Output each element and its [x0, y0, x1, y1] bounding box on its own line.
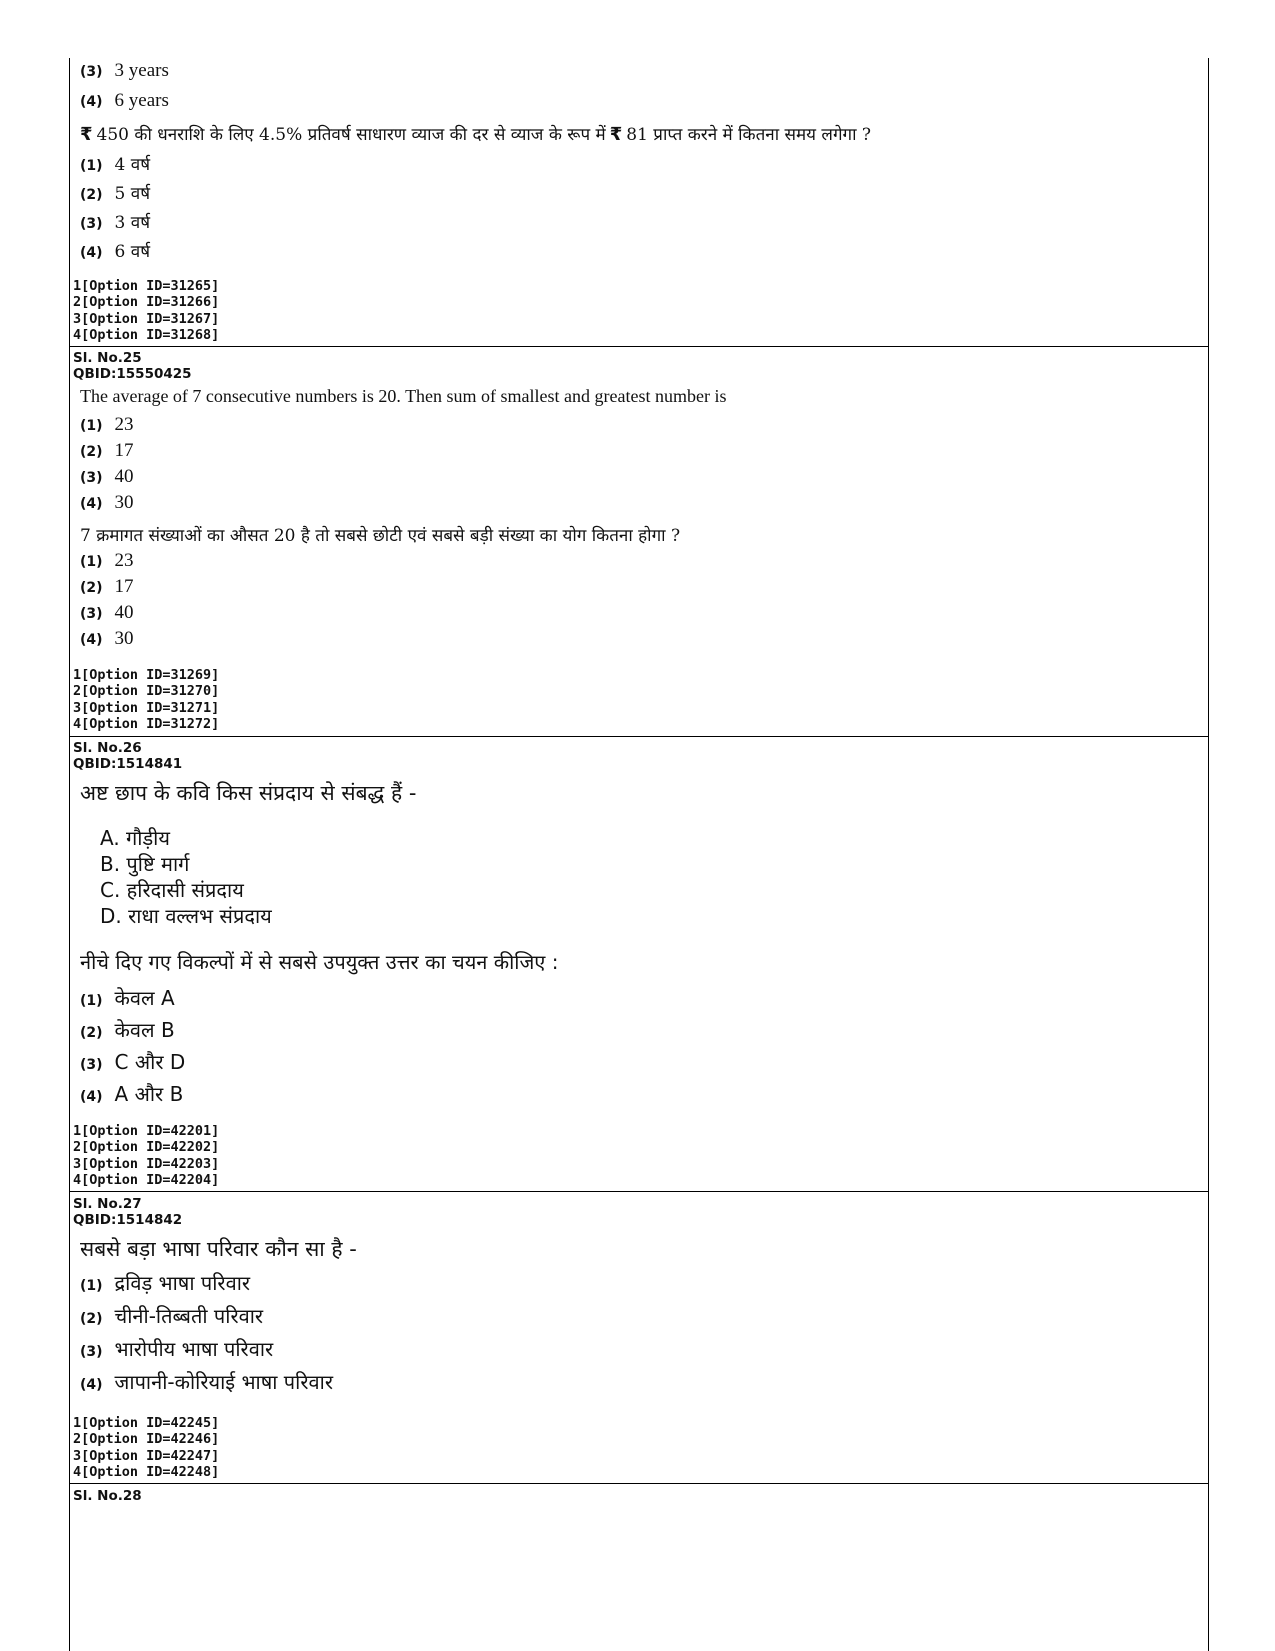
option-text: 23	[114, 550, 134, 571]
option-number: (1)	[80, 993, 103, 1009]
option-row	[80, 239, 150, 262]
option-row	[80, 440, 134, 462]
option-row	[80, 90, 169, 112]
qbid: QBID:1514841	[73, 756, 183, 772]
option-id: 4[Option ID=31272]	[73, 715, 220, 732]
option-number: (3)	[80, 216, 103, 232]
option-number: (2)	[80, 1311, 103, 1327]
option-text: 30	[114, 492, 134, 513]
serial-number: Sl. No.27	[73, 1196, 142, 1212]
option-text: 3 years	[114, 60, 169, 81]
option-id: 1[Option ID=31265]	[73, 278, 220, 294]
option-text: 30	[114, 628, 134, 649]
rupee-symbol: ₹	[609, 124, 623, 145]
option-text: केवल A	[114, 986, 175, 1010]
option-number: (1)	[80, 554, 103, 570]
option-id: 4[Option ID=42204]	[73, 1171, 220, 1188]
question-divider	[70, 736, 1208, 737]
statement-item: B. पुष्टि मार्ग	[100, 852, 190, 876]
option-row	[80, 1302, 263, 1329]
option-id: 2[Option ID=31266]	[73, 294, 220, 311]
option-row	[80, 466, 134, 488]
option-row	[80, 414, 134, 436]
option-number: (4)	[80, 632, 103, 648]
option-number: (3)	[80, 470, 103, 486]
rupee-symbol: ₹	[80, 124, 93, 145]
option-id-list	[73, 1415, 219, 1480]
question-text-english: The average of 7 consecutive numbers is 20. Then sum of smallest and greatest number is	[80, 386, 727, 406]
qbid: QBID:1514842	[73, 1212, 183, 1228]
option-id: 2[Option ID=42246]	[73, 1431, 220, 1448]
option-text: जापानी-कोरियाई भाषा परिवार	[114, 1370, 333, 1394]
option-text: C और D	[114, 1050, 186, 1074]
option-id: 2[Option ID=42202]	[73, 1139, 220, 1156]
option-row	[80, 602, 134, 624]
question-divider	[70, 346, 1208, 347]
instruction-text: नीचे दिए गए विकल्पों में से सबसे उपयुक्त उत्तर का चयन कीजिए :	[80, 950, 559, 974]
option-id: 2[Option ID=31270]	[73, 683, 220, 700]
option-number: (3)	[80, 1057, 103, 1073]
option-text: 40	[114, 602, 134, 623]
option-id-list	[73, 278, 219, 343]
option-row	[80, 152, 150, 175]
option-number: (2)	[80, 187, 103, 203]
option-number: (1)	[80, 418, 103, 434]
option-row	[80, 210, 150, 233]
option-text: 23	[114, 414, 134, 435]
question-divider	[70, 1483, 1208, 1484]
option-row	[80, 1048, 185, 1075]
option-number: (1)	[80, 1278, 103, 1294]
option-row	[80, 628, 134, 650]
option-number: (2)	[80, 444, 103, 460]
question-paper-sheet	[69, 58, 1209, 1651]
question-divider	[70, 1191, 1208, 1192]
option-id: 3[Option ID=31271]	[73, 699, 220, 716]
question-text-part: 81 प्राप्त करने में कितना समय लगेगा ?	[626, 125, 872, 145]
option-id: 1[Option ID=42201]	[73, 1123, 220, 1139]
question-text-hindi: सबसे बड़ा भाषा परिवार कौन सा है -	[80, 1237, 357, 1261]
option-row	[80, 492, 134, 514]
option-text: चीनी-तिब्बती परिवार	[114, 1304, 264, 1328]
qbid: QBID:15550425	[73, 366, 192, 382]
option-row	[80, 1368, 333, 1395]
option-row	[80, 1080, 183, 1107]
option-row	[80, 1269, 250, 1296]
option-number: (4)	[80, 94, 103, 110]
serial-number: Sl. No.28	[73, 1488, 142, 1504]
option-text: 6 वर्ष	[114, 242, 151, 262]
option-text: 6 years	[114, 90, 169, 111]
option-id: 3[Option ID=42247]	[73, 1447, 220, 1464]
option-row	[80, 550, 134, 572]
option-number: (1)	[80, 158, 103, 174]
option-id: 1[Option ID=31269]	[73, 667, 220, 683]
statement-list	[100, 825, 272, 929]
option-number: (2)	[80, 580, 103, 596]
option-id-list	[73, 1123, 219, 1188]
statement-item: C. हरिदासी संप्रदाय	[100, 878, 244, 902]
option-text: 3 वर्ष	[114, 213, 151, 233]
option-number: (3)	[80, 64, 103, 80]
option-row	[80, 984, 175, 1011]
option-id: 3[Option ID=42203]	[73, 1155, 220, 1172]
option-id: 1[Option ID=42245]	[73, 1415, 220, 1431]
question-header	[73, 350, 192, 382]
option-text: A और B	[114, 1082, 184, 1106]
option-number: (3)	[80, 606, 103, 622]
question-header	[73, 1488, 142, 1504]
serial-number: Sl. No.26	[73, 740, 142, 756]
option-number: (4)	[80, 1089, 103, 1105]
option-number: (2)	[80, 1025, 103, 1041]
option-row	[80, 1016, 175, 1043]
option-id: 3[Option ID=31267]	[73, 310, 220, 327]
question-text-hindi	[80, 122, 871, 145]
question-text-part: 450 की धनराशि के लिए 4.5% प्रतिवर्ष साधारण व्याज की दर से व्याज के रूप में	[96, 125, 606, 145]
option-id-list	[73, 667, 219, 732]
option-text: 4 वर्ष	[114, 155, 151, 175]
question-header	[73, 1196, 182, 1228]
option-text: 17	[114, 576, 134, 597]
option-text: द्रविड़ भाषा परिवार	[114, 1271, 251, 1295]
option-text: 40	[114, 466, 134, 487]
option-row	[80, 181, 150, 204]
option-row	[80, 60, 169, 82]
statement-item: A. गौड़ीय	[100, 826, 170, 850]
option-row	[80, 576, 134, 598]
statement-item: D. राधा वल्लभ संप्रदाय	[100, 904, 272, 928]
question-text-hindi: 7 क्रमागत संख्याओं का औसत 20 है तो सबसे छोटी एवं सबसे बड़ी संख्या का योग कितना होगा ?	[80, 526, 681, 546]
option-id: 4[Option ID=42248]	[73, 1463, 220, 1480]
option-number: (4)	[80, 245, 103, 261]
question-header	[73, 740, 182, 772]
option-row	[80, 1335, 273, 1362]
option-number: (4)	[80, 1377, 103, 1393]
question-text-hindi: अष्ट छाप के कवि किस संप्रदाय से संबद्ध हैं -	[80, 781, 417, 805]
option-text: 5 वर्ष	[114, 184, 151, 204]
option-text: 17	[114, 440, 134, 461]
option-number: (3)	[80, 1344, 103, 1360]
option-text: भारोपीय भाषा परिवार	[114, 1337, 274, 1361]
serial-number: Sl. No.25	[73, 350, 142, 366]
option-text: केवल B	[114, 1018, 175, 1042]
option-number: (4)	[80, 496, 103, 512]
option-id: 4[Option ID=31268]	[73, 326, 220, 343]
